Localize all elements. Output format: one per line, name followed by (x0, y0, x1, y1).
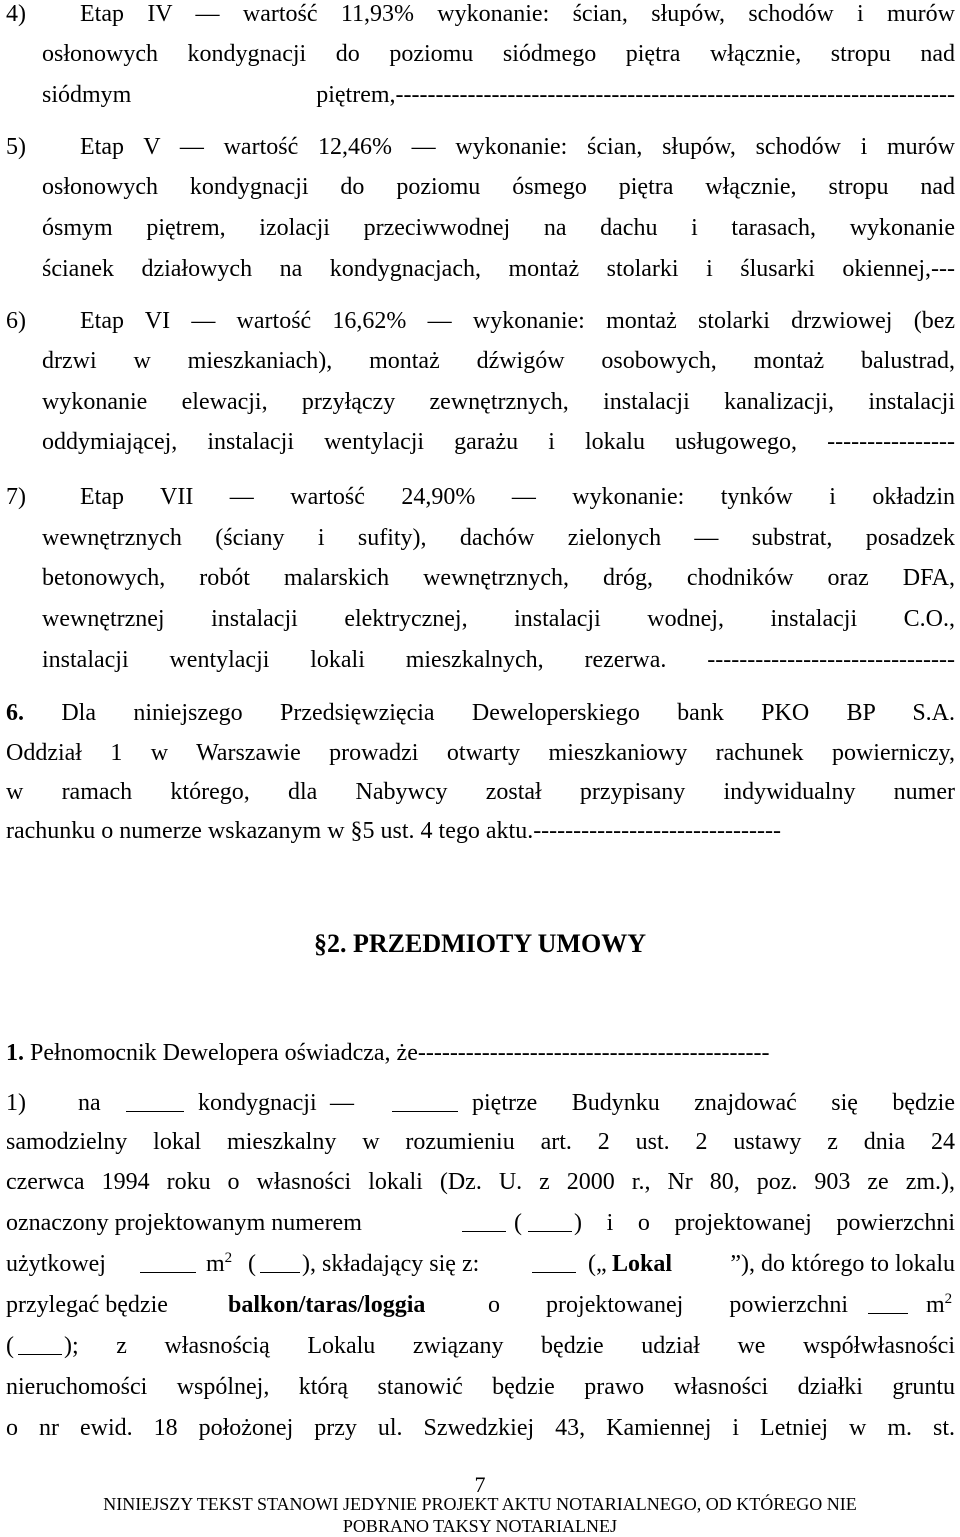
sub-1-l7-text-b: ); z własnością Lokalu związany będzie udział we współwłasności (64, 1333, 955, 1359)
sub-1-number: 1) (6, 1090, 26, 1116)
item-6-text-2: drzwi w mieszkaniach), montaż dźwigów osobowych, montaż balustrad, (42, 348, 955, 374)
sub-1-l5-text-f: ”), do którego to lokalu (730, 1251, 955, 1277)
item-6-text-4: oddymiającej, instalacji wentylacji garażu i lokalu usługowego, ---------------- (42, 429, 955, 455)
item-5-text-3: ósmym piętrem, izolacji przeciwwodnej na dachu i tarasach, wykonanie (42, 215, 955, 241)
blank-unit-number-words[interactable] (528, 1211, 572, 1232)
item-7-text-4: wewnętrznej instalacji elektrycznej, instalacji wodnej, instalacji C.O., (42, 606, 955, 632)
para-1-text: Pełnomocnik Dewelopera oświadcza, że-------------------------------------------- (30, 1040, 770, 1066)
sub-1-l4-paren: ( (514, 1210, 522, 1236)
blank-balcony-area[interactable] (868, 1293, 908, 1314)
item-5-number: 5) (6, 134, 26, 160)
para-1-line (6, 1033, 955, 1073)
section-6-number: 6. (6, 700, 24, 726)
section-6-text-1: Dla niniejszego Przedsięwzięcia Deweloperskiego bank PKO BP S.A. (61, 700, 955, 726)
blank-floor-ordinal[interactable] (392, 1091, 458, 1112)
item-7-number: 7) (6, 484, 26, 510)
item-7-text-5: instalacji wentylacji lokali mieszkalnych, rezerwa. ------------------------------- (42, 647, 955, 673)
item-6-number: 6) (6, 308, 26, 334)
sub-1-text-1: piętrze Budynku znajdować się będzie (472, 1090, 955, 1116)
footer-line-2: POBRANO TAKSY NOTARIALNEJ (342, 1516, 618, 1536)
item-7-text-3: betonowych, robót malarskich wewnętrznych, dróg, chodników oraz DFA, (42, 565, 955, 591)
sub-1-l4-text-c: ) i o projektowanej powierzchni (574, 1210, 955, 1236)
sub-1-l5-paren: ( (248, 1251, 256, 1277)
blank-area-words[interactable] (260, 1252, 300, 1273)
sub-1-line-4 (6, 1203, 955, 1243)
item-5-text-2: osłonowych kondygnacji do poziomu ósmego piętra włącznie, stropu nad (42, 174, 955, 200)
sub-1-line-9: o nr ewid. 18 położonej przy ul. Szwedzkiej 43, Kamiennej i Letniej w m. st. (6, 1415, 955, 1441)
sub-1-line-5 (6, 1244, 955, 1284)
item-5-text-1: Etap V — wartość 12,46% — wykonanie: ścian, słupów, schodów i murów (80, 134, 955, 160)
blank-usable-area[interactable] (140, 1252, 196, 1273)
sub-1-word-na: na (78, 1090, 101, 1116)
sub-1-l6-bold: balkon/taras/loggia (228, 1292, 426, 1318)
sub-1-dash: — (330, 1090, 354, 1116)
blank-balcony-area-words[interactable] (18, 1334, 62, 1355)
sub-1-line-2: samodzielny lokal mieszkalny w rozumieniu art. 2 ust. 2 ustawy z dnia 24 (6, 1129, 955, 1155)
item-4-text-2: osłonowych kondygnacji do poziomu siódmego piętra włącznie, stropu nad (42, 41, 955, 67)
sub-1-line-1 (6, 1083, 955, 1123)
sub-1-l5-bold-lokal: Lokal (612, 1251, 673, 1277)
sub-1-line-3: czerwca 1994 roku o własności lokali (Dz. U. z 2000 r., Nr 80, poz. 903 ze zm.), (6, 1169, 955, 1195)
section-6-line-1 (6, 693, 955, 733)
sub-1-line-6 (6, 1285, 955, 1325)
item-4-number: 4) (6, 1, 26, 27)
sub-1-l6-unit: $m^2$ (926, 1291, 953, 1318)
sub-1-word-kondygnacji: kondygnacji (198, 1090, 317, 1116)
sub-1-l6-text-b: o projektowanej powierzchni (488, 1292, 848, 1318)
sub-1-l5-unit: $m^2$ (206, 1250, 233, 1277)
sub-1-l5-quote-open: („ (588, 1251, 607, 1277)
item-7-text-2: wewnętrznych (ściany i sufity), dachów zielonych — substrat, posadzek (42, 525, 955, 551)
sub-1-l5-text-d: ), składający się z: (302, 1251, 480, 1277)
section-heading: §2. PRZEDMIOTY UMOWY (314, 929, 646, 958)
section-6-text-2: Oddział 1 w Warszawie prowadzi otwarty mieszkaniowy rachunek powierniczy, (6, 740, 955, 766)
blank-unit-number[interactable] (462, 1211, 506, 1232)
page-number: 7 (474, 1472, 486, 1497)
sub-1-line-7 (6, 1326, 955, 1366)
section-6-text-3: w ramach którego, dla Nabywcy został przypisany indywidualny numer (6, 779, 955, 805)
sub-1-l5-text-a: użytkowej (6, 1251, 106, 1277)
item-4-text-3: siódmym piętrem,---------------------------------------------------------------------- (42, 82, 955, 108)
blank-floor-number[interactable] (126, 1091, 184, 1112)
sub-1-line-8: nieruchomości wspólnej, którą stanowić będzie prawo własności działki gruntu (6, 1374, 955, 1400)
para-1-number: 1. (6, 1040, 24, 1066)
item-4-text-1: Etap IV — wartość 11,93% wykonanie: ścian, słupów, schodów i murów (80, 1, 955, 27)
sub-1-l6-text-a: przylegać będzie (6, 1292, 168, 1318)
section-6-text-4: rachunku o numerze wskazanym w §5 ust. 4 tego aktu.------------------------------- (6, 818, 781, 844)
footer-line-1: NINIEJSZY TEKST STANOWI JEDYNIE PROJEKT AKTU NOTARIALNEGO, OD KTÓREGO NIE (103, 1494, 857, 1514)
sub-1-l7-paren: ( (6, 1333, 14, 1359)
item-5-text-4: ścianek działowych na kondygnacjach, montaż stolarki i ślusarki okiennej,--- (42, 256, 955, 282)
sub-1-l4-text-a: oznaczony projektowanym numerem (6, 1210, 362, 1236)
blank-rooms[interactable] (532, 1252, 576, 1273)
item-6-text-1: Etap VI — wartość 16,62% — wykonanie: montaż stolarki drzwiowej (bez (80, 308, 955, 334)
item-7-text-1: Etap VII — wartość 24,90% — wykonanie: tynków i okładzin (80, 484, 955, 510)
item-6-text-3: wykonanie elewacji, przyłączy zewnętrznych, instalacji kanalizacji, instalacji (42, 389, 955, 415)
